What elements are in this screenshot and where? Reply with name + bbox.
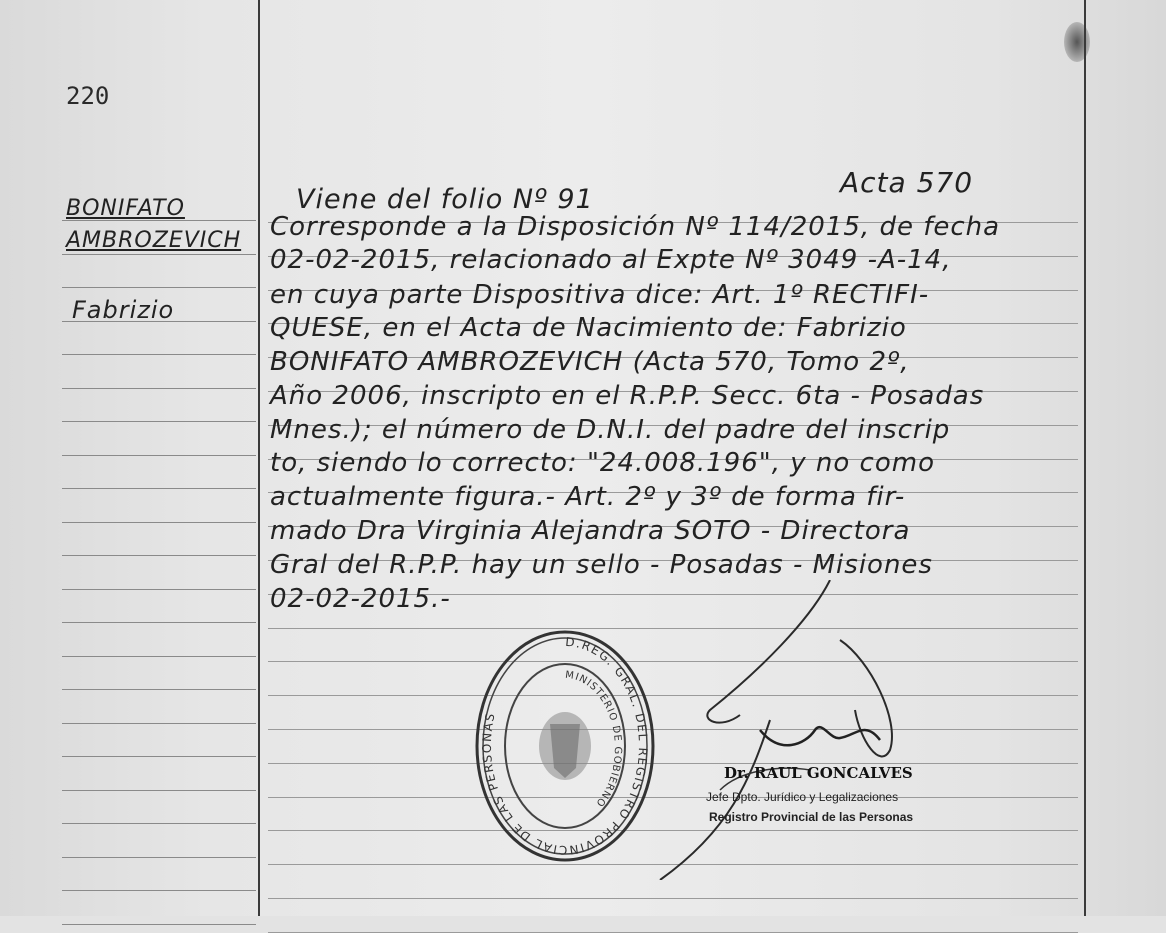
ruled-line-left	[62, 488, 256, 489]
margin-column-line	[258, 0, 260, 916]
margin-given-name: Fabrizio	[72, 296, 175, 324]
entry-line-1: Corresponde a la Disposición Nº 114/2015, de fecha	[270, 212, 1001, 242]
signatory-name: Dr. RAUL GONCALVES	[724, 764, 913, 782]
entry-header-folio: Viene del folio Nº 91	[296, 184, 594, 215]
margin-surname-2: AMBROZEVICH	[66, 228, 242, 253]
entry-header-acta: Acta 570	[840, 166, 974, 199]
ruled-line-left	[62, 924, 256, 925]
entry-line-10: mado Dra Virginia Alejandra SOTO - Directora	[270, 516, 911, 546]
ruled-line-left	[62, 723, 256, 724]
ruled-line-left	[62, 857, 256, 858]
entry-line-6: Año 2006, inscripto en el R.P.P. Secc. 6ta - Posadas	[270, 381, 985, 411]
entry-line-12: 02-02-2015.-	[270, 584, 451, 614]
ruled-line-left	[62, 421, 256, 422]
ruled-line-left	[62, 254, 256, 255]
stamp-inner-text: MINISTERIO DE GOBIERNO	[564, 669, 624, 809]
entry-line-8: to, siendo lo correcto: "24.008.196", y no como	[270, 448, 935, 478]
entry-line-2: 02-02-2015, relacionado al Expte Nº 3049 -A-14,	[270, 245, 952, 275]
ruled-line-left	[62, 790, 256, 791]
ruled-line-left	[62, 455, 256, 456]
ruled-line-left	[62, 656, 256, 657]
folio-number: 220	[66, 82, 110, 110]
ruled-line-left	[62, 589, 256, 590]
ruled-line-left	[62, 756, 256, 757]
coat-of-arms-emblem	[539, 712, 591, 780]
entry-line-11: Gral del R.P.P. hay un sello - Posadas - Misiones	[270, 550, 933, 580]
ruled-line-right	[268, 898, 1078, 899]
signatory-office: Registro Provincial de las Personas	[709, 810, 914, 824]
entry-line-7: Mnes.); el número de D.N.I. del padre del inscrip	[270, 415, 951, 445]
stamp-outer-text: D.REG. GRAL. DEL REGISTRO PROVINCIAL DE LAS PERSONAS	[479, 634, 651, 858]
margin-surname-1: BONIFATO	[66, 196, 185, 221]
ruled-line-left	[62, 388, 256, 389]
entry-line-5: BONIFATO AMBROZEVICH (Acta 570, Tomo 2º,	[270, 347, 910, 377]
ruled-line-left	[62, 622, 256, 623]
ink-blot	[1064, 22, 1090, 62]
ruled-line-left	[62, 689, 256, 690]
ruled-line-left	[62, 823, 256, 824]
handwritten-signature	[640, 580, 940, 880]
ruled-line-left	[62, 354, 256, 355]
ruled-line-left	[62, 890, 256, 891]
signatory-role: Jefe Dpto. Jurídico y Legalizaciones	[706, 790, 899, 804]
ruled-line-left	[62, 555, 256, 556]
ruled-line-left	[62, 522, 256, 523]
ruled-line-left	[62, 287, 256, 288]
official-seal-stamp	[472, 628, 658, 864]
entry-line-4: QUESE, en el Acta de Nacimiento de: Fabrizio	[270, 313, 907, 343]
entry-line-3: en cuya parte Dispositiva dice: Art. 1º RECTIFI-	[270, 280, 930, 310]
entry-line-9: actualmente figura.- Art. 2º y 3º de forma fir-	[270, 482, 906, 512]
right-border-line	[1084, 0, 1086, 916]
